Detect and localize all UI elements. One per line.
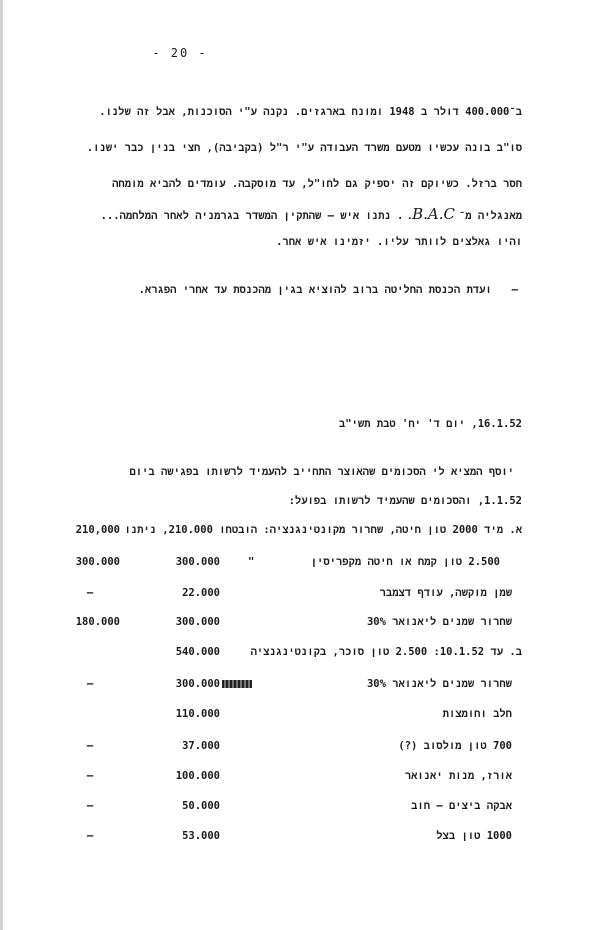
table-cell-promised: 53.000	[182, 830, 220, 842]
table-cell-promised: 300.000	[175, 616, 220, 628]
table-cell-promised: 22.000	[182, 587, 220, 599]
paragraph-text: מאנגליה מ־	[458, 210, 522, 222]
subtotal-a: 540.000	[175, 646, 220, 658]
section-a-line	[124, 524, 522, 537]
paragraph-text: . נתנו איש – שהתקין המשדר בגרמניה לאחר המלחמה...	[100, 210, 404, 222]
table-cell-label: 2.500 טון קמח או חיטה מקפריסין	[310, 556, 500, 568]
ditto-mark: "	[248, 556, 255, 568]
paragraph-line: חסר ברזל. כשיוקם זה יספיק גם לחו"ל, עד מוסקבה. עומדים להביא מומחה	[112, 178, 522, 190]
section-a-given: 210,000	[75, 524, 120, 536]
section-a-tail: , ניתנו	[124, 524, 169, 536]
intro-line: 1.1.52, והסכומים שהעמיד לרשותו בפועל:	[288, 495, 522, 507]
handwritten-insert: B.A.C.	[407, 205, 455, 223]
table-cell-promised: 50.000	[182, 800, 220, 812]
table-cell-promised: 37.000	[182, 740, 220, 752]
table-cell-label: חלב וחומצות	[442, 708, 512, 720]
table-cell-label: 700 טון מולסוב (?)	[398, 740, 512, 752]
section-a-label: א. מיד 2000 טון חיטה, שחרור מקונטינגנציה: הובטחו	[219, 524, 522, 536]
table-cell-label: שמן מוקשה, עודף דצמבר	[379, 587, 512, 599]
struck-out-mark	[222, 680, 252, 688]
table-cell-given: –	[86, 830, 94, 842]
table-cell-label: אורז, מנות יאנואר	[404, 770, 512, 782]
page-number: - 20 -	[152, 46, 208, 60]
table-cell-promised: 300.000	[150, 678, 252, 690]
table-cell-given: –	[86, 678, 94, 690]
table-cell-label: אבקה ביצים – חוב	[411, 800, 512, 812]
decision-line	[139, 284, 518, 297]
table-cell-given: –	[86, 587, 94, 599]
table-cell-label: 1000 טון בצל	[436, 830, 512, 842]
paragraph-line: ב־400.000 דולר ב 1948 ומונח בארגזים. נקנה ע"י הסוכנות, אבל זה שלנו.	[99, 106, 522, 118]
paragraph-line: והיו גאלצים לוותר עליו. יזמינו איש אחר.	[276, 236, 522, 248]
bullet-dash: –	[511, 284, 518, 296]
table-cell-label: שחרור שמנים ליאנואר 30%	[366, 678, 512, 690]
decision-text: ועדת הכנסת החליטה ברוב להוציא בגין מהכנסת עד אחרי הפגרא.	[138, 284, 492, 296]
page-edge	[0, 0, 3, 930]
table-cell-given: –	[86, 770, 94, 782]
paragraph-line: סו"ב בונה עכשיו מטעם משרד העבודה ע"י ר"ל (בקביבה), חצי בנין כבר ישנו.	[86, 142, 522, 154]
table-cell-given: 300.000	[75, 556, 120, 568]
section-a-amount: 210.000	[168, 524, 213, 536]
table-cell-promised: 110.000	[175, 708, 220, 720]
table-cell-given: –	[86, 740, 94, 752]
table-cell-given: –	[86, 800, 94, 812]
intro-line: יוסף המציא לי הסכומים שהאוצר התחייב להעמיד לרשותו בפגישה ביום	[129, 466, 514, 478]
paragraph-line-with-handwriting	[101, 205, 522, 223]
date-heading: 16.1.52, יום ד' יח' טבת תשי"ב	[338, 418, 522, 430]
table-cell-promised: 300.000	[175, 556, 220, 568]
table-cell-promised: 100.000	[175, 770, 220, 782]
section-b-label: ב. עד 10.1.52: 2.500 טון סוכר, בקונטינגנציה	[250, 646, 522, 658]
table-cell-given: 180.000	[75, 616, 120, 628]
table-cell-label: שחרור שמנים ליאנואר 30%	[366, 616, 512, 628]
